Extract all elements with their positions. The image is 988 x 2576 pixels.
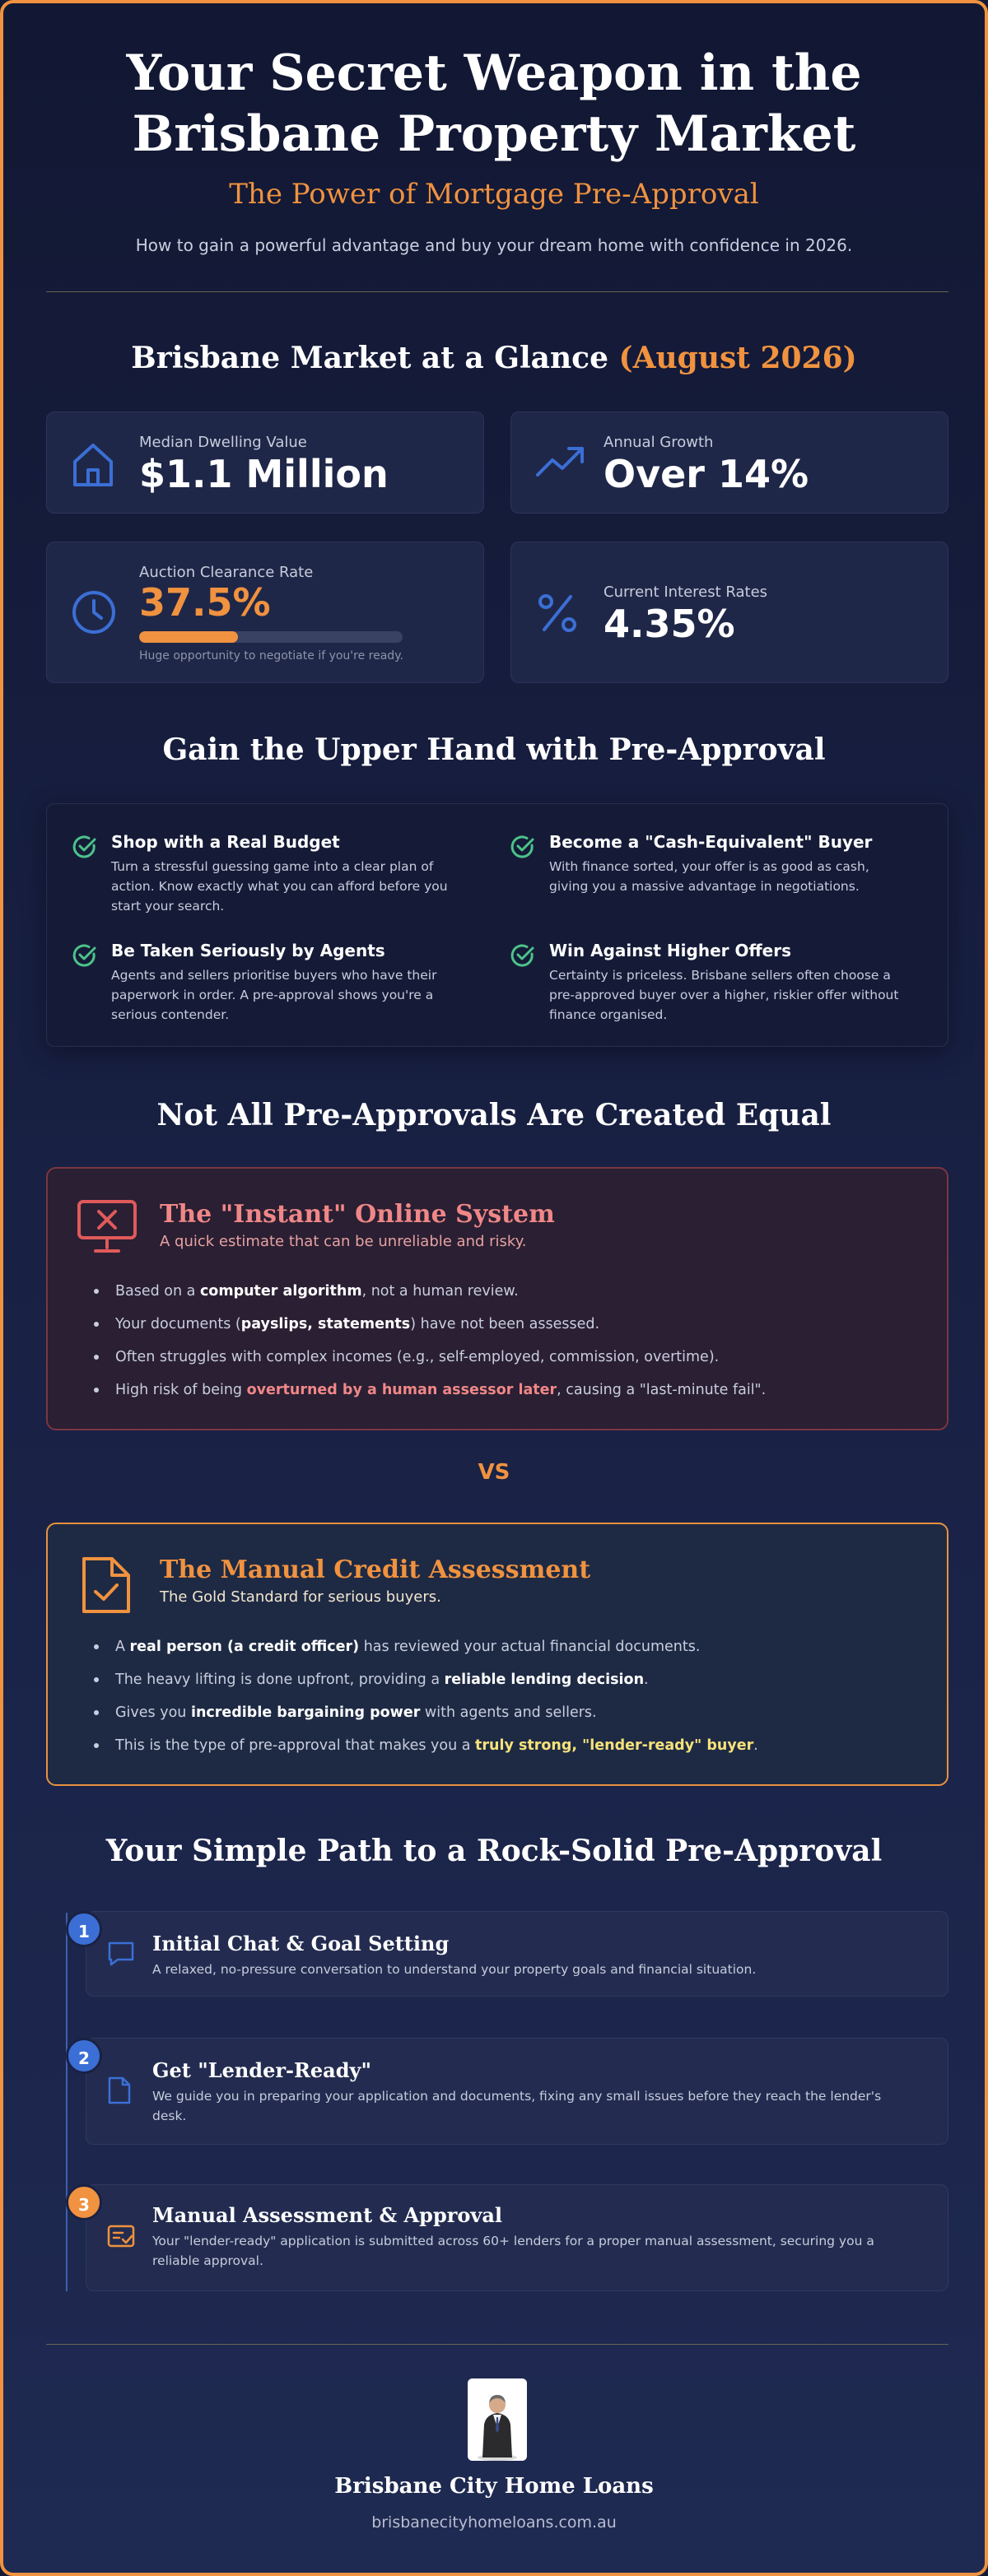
- list-item: This is the type of pre-approval that makes you a truly strong, "lender-ready" buyer.: [94, 1735, 925, 1768]
- divider: [46, 291, 948, 292]
- stat-card-interest-rates: [510, 542, 948, 683]
- step-card: [86, 1911, 948, 1997]
- card-title: The Manual Credit Assessment: [160, 1555, 591, 1584]
- step-desc: A relaxed, no-pressure conversation to understand your property goals and financial situation.: [152, 1962, 757, 1977]
- list-item: Your documents (payslips, statements) have not been assessed.: [94, 1314, 925, 1346]
- stat-value: Over 14%: [604, 452, 809, 496]
- house-icon: [70, 440, 116, 490]
- step-desc: Your "lender-ready" application is submitted across 60+ lenders for a proper manual assessment, securing you a reliable approval.: [152, 2234, 874, 2268]
- benefit-desc: Certainty is priceless. Brisbane sellers often choose a pre-approved buyer over a higher, riskier offer without finance organised.: [549, 968, 899, 1022]
- stat-value: 4.35%: [604, 602, 735, 646]
- footer-brand: Brisbane City Home Loans: [334, 2474, 654, 2499]
- manual-assessment-card: [46, 1523, 948, 1786]
- trend-up-icon: [534, 442, 587, 481]
- list-item: A real person (a credit officer) has reviewed your actual financial documents.: [94, 1636, 925, 1669]
- list-item: The heavy lifting is done upfront, providing a reliable lending decision.: [94, 1669, 925, 1702]
- step-title: Manual Assessment & Approval: [152, 2203, 503, 2227]
- percent-icon: [534, 590, 580, 636]
- chat-icon: [106, 1938, 136, 1968]
- step-card: [86, 2038, 948, 2145]
- hero-description: How to gain a powerful advantage and buy your dream home with confidence in 2026.: [135, 235, 853, 255]
- check-circle-icon: [72, 942, 98, 969]
- step-title: Get "Lender-Ready": [152, 2058, 371, 2082]
- benefit-desc: Agents and sellers prioritise buyers who have their paperwork in order. A pre-approval shows you're a serious contender.: [111, 968, 437, 1022]
- card-subtitle: A quick estimate that can be unreliable and risky.: [160, 1233, 527, 1250]
- step-title: Initial Chat & Goal Setting: [152, 1932, 450, 1955]
- stat-card-median-value: [46, 412, 484, 514]
- benefit-desc: Turn a stressful guessing game into a clear plan of action. Know exactly what you can afford before you start your search.: [111, 859, 448, 914]
- footer-website-link[interactable]: brisbanecityhomeloans.com.au: [371, 2513, 617, 2532]
- instant-bullets: [94, 1281, 925, 1412]
- stat-label: Current Interest Rates: [604, 584, 768, 601]
- list-item: Often struggles with complex incomes (e.g., self-employed, commission, overtime).: [94, 1346, 925, 1379]
- stat-value: $1.1 Million: [139, 452, 389, 496]
- step-number-badge: 2: [66, 2038, 102, 2074]
- check-circle-icon: [510, 942, 536, 969]
- stat-note: Huge opportunity to negotiate if you're ready.: [139, 649, 403, 663]
- hero-title: Your Secret Weapon in the Brisbane Property Market: [126, 44, 862, 163]
- document-check-icon: [79, 1554, 133, 1616]
- hero-subtitle: The Power of Mortgage Pre-Approval: [229, 178, 759, 211]
- timeline-line: [66, 1913, 68, 2291]
- benefit-title: Win Against Higher Offers: [549, 941, 792, 960]
- market-section-title: Brisbane Market at a Glance (August 2026): [131, 341, 857, 375]
- advisor-photo: [468, 2378, 527, 2461]
- steps-section-title: Your Simple Path to a Rock-Solid Pre-Approval: [105, 1834, 883, 1868]
- benefit-desc: With finance sorted, your offer is as good as cash, giving you a massive advantage in negotiations.: [549, 859, 869, 894]
- step-number-badge: 1: [66, 1911, 102, 1947]
- list-item: Based on a computer algorithm, not a human review.: [94, 1281, 925, 1314]
- comparison-section-title: Not All Pre-Approvals Are Created Equal: [156, 1098, 832, 1132]
- versus-label: VS: [478, 1460, 510, 1485]
- stat-label: Median Dwelling Value: [139, 434, 307, 451]
- stat-card-annual-growth: [510, 412, 948, 514]
- step-desc: We guide you in preparing your application and documents, fixing any small issues before they reach the lender's desk.: [152, 2089, 882, 2123]
- benefits-section-title: Gain the Upper Hand with Pre-Approval: [162, 732, 826, 767]
- instant-online-card: [46, 1167, 948, 1430]
- stat-card-clearance-rate: [46, 542, 484, 683]
- clock-icon: [70, 588, 118, 636]
- footer-divider: [46, 2344, 948, 2345]
- list-item: High risk of being overturned by a human assessor later, causing a "last-minute fail".: [94, 1379, 925, 1412]
- check-circle-icon: [510, 834, 536, 860]
- benefit-title: Shop with a Real Budget: [111, 832, 340, 852]
- step-card: [86, 2184, 948, 2291]
- benefits-panel: [46, 803, 948, 1047]
- monitor-x-icon: [76, 1198, 138, 1256]
- check-circle-icon: [72, 834, 98, 860]
- stat-label: Annual Growth: [604, 434, 714, 451]
- manual-bullets: [94, 1636, 925, 1768]
- card-title: The "Instant" Online System: [160, 1200, 555, 1229]
- list-item: Gives you incredible bargaining power with agents and sellers.: [94, 1702, 925, 1735]
- document-icon: [106, 2075, 133, 2106]
- application-icon: [106, 2223, 136, 2251]
- stat-value: 37.5%: [139, 580, 271, 625]
- clearance-progress-bar: [139, 631, 403, 643]
- step-number-badge: 3: [66, 2184, 102, 2220]
- clearance-progress-fill: [139, 631, 238, 643]
- stat-label: Auction Clearance Rate: [139, 564, 314, 581]
- advisor-portrait-icon: [468, 2378, 527, 2461]
- card-subtitle: The Gold Standard for serious buyers.: [160, 1588, 441, 1606]
- benefit-title: Become a "Cash-Equivalent" Buyer: [549, 832, 873, 852]
- benefit-title: Be Taken Seriously by Agents: [111, 941, 385, 960]
